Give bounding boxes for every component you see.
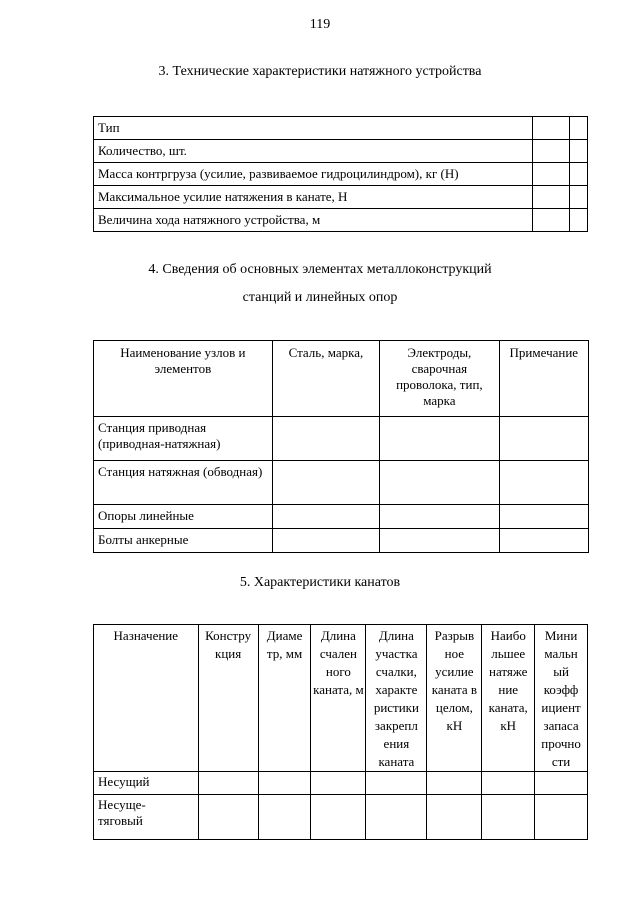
column-header: Назначение [94, 625, 199, 772]
table-row [94, 772, 588, 795]
table-cell [272, 529, 379, 553]
value-cell [533, 163, 570, 186]
row-label: Количество, шт. [94, 140, 533, 163]
table-row [94, 795, 588, 840]
table-row [94, 117, 588, 140]
table-cell [380, 505, 499, 529]
column-header: Мини мальн ый коэфф ициент запаса прочно сти [535, 625, 588, 772]
column-header: Длина счален ного каната, м [311, 625, 366, 772]
row-label: Опоры линейные [94, 505, 273, 529]
ropes-table [93, 624, 588, 840]
value-cell [570, 209, 588, 232]
section-4-title-line1: 4. Сведения об основных элементах металлоконструкций [148, 262, 492, 277]
row-label: Тип [94, 117, 533, 140]
column-header: Наименование узлов и элементов [94, 341, 273, 417]
column-header: Диаме тр, мм [258, 625, 311, 772]
table-row [94, 186, 588, 209]
table-header-row [94, 625, 588, 772]
value-cell [533, 117, 570, 140]
value-cell [570, 186, 588, 209]
section-3-title: 3. Технические характеристики натяжного устройства [158, 64, 482, 79]
table-cell [272, 417, 379, 461]
table-cell [272, 461, 379, 505]
metal-structures-table [93, 340, 589, 553]
section-5-title: 5. Характеристики канатов [239, 575, 401, 590]
row-label: Болты анкерные [94, 529, 273, 553]
table-cell [380, 417, 499, 461]
table-row [94, 505, 589, 529]
table-row [94, 140, 588, 163]
column-header: Длина участка счалки, характе ристики закрепл ения каната [366, 625, 427, 772]
table-row [94, 417, 589, 461]
row-label: Несущий [94, 772, 199, 795]
column-header: Электроды, сварочная проволока, тип, марка [380, 341, 499, 417]
table-cell [198, 772, 258, 795]
table-cell [258, 772, 311, 795]
table-cell [482, 772, 535, 795]
tensioner-specs-table [93, 116, 588, 232]
table-cell [499, 417, 588, 461]
row-label: Несуще- тяговый [94, 795, 199, 840]
value-cell [533, 140, 570, 163]
table-row [94, 163, 588, 186]
table-row [94, 529, 589, 553]
table-cell [380, 529, 499, 553]
table-cell [311, 772, 366, 795]
value-cell [570, 117, 588, 140]
value-cell [570, 140, 588, 163]
column-header: Констру кция [198, 625, 258, 772]
table-cell [366, 772, 427, 795]
value-cell [533, 186, 570, 209]
row-label: Максимальное усилие натяжения в канате, Н [94, 186, 533, 209]
column-header: Сталь, марка, [272, 341, 379, 417]
table-row [94, 209, 588, 232]
table-cell [380, 461, 499, 505]
table-cell [366, 795, 427, 840]
row-label: Станция приводная (приводная-натяжная) [94, 417, 273, 461]
table-cell [258, 795, 311, 840]
row-label: Величина хода натяжного устройства, м [94, 209, 533, 232]
table-cell [272, 505, 379, 529]
column-header: Разрыв ное усилие каната в целом, кН [427, 625, 482, 772]
table-cell [311, 795, 366, 840]
table-header-row [94, 341, 589, 417]
table-cell [535, 795, 588, 840]
row-label: Станция натяжная (обводная) [94, 461, 273, 505]
page-number: 119 [309, 17, 331, 32]
column-header: Наибо льшее натяже ние каната, кН [482, 625, 535, 772]
section-4-title-line2: станций и линейных опор [242, 290, 398, 305]
table-cell [499, 461, 588, 505]
table-row [94, 461, 589, 505]
column-header: Примечание [499, 341, 588, 417]
table-cell [499, 529, 588, 553]
table-cell [198, 795, 258, 840]
value-cell [570, 163, 588, 186]
row-label: Масса контргруза (усилие, развиваемое гидроцилиндром), кг (Н) [94, 163, 533, 186]
table-cell [535, 772, 588, 795]
table-cell [499, 505, 588, 529]
table-cell [482, 795, 535, 840]
table-cell [427, 772, 482, 795]
table-cell [427, 795, 482, 840]
value-cell [533, 209, 570, 232]
